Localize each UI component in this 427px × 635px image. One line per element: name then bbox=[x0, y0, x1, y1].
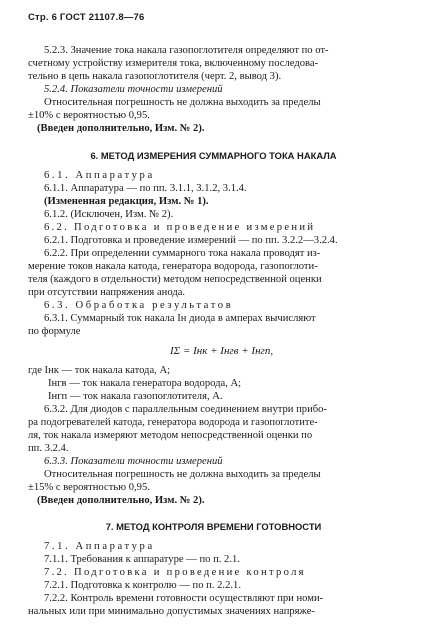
para-6-3-2-line4: пп. 3.2.4. bbox=[28, 443, 69, 454]
amendment-note-1: (Введен дополнительно, Изм. № 2). bbox=[37, 123, 205, 134]
para-7-2-1: 7.2.1. Подготовка к контролю — по п. 2.2.1. bbox=[44, 580, 241, 591]
para-6-1-2: 6.1.2. (Исключен, Изм. № 2). bbox=[44, 209, 174, 220]
para-6-2-2-line1: 6.2.2. При определении суммарного тока накала проводят из- bbox=[44, 248, 321, 259]
para-5-2-4-line2: ±10% с вероятностью 0,95. bbox=[28, 110, 150, 121]
para-6-2-1: 6.2.1. Подготовка и проведение измерений — по пп. 3.2.2—3.2.4. bbox=[44, 235, 338, 246]
para-7-2: 7.2. Подготовка и проведение контроля bbox=[44, 567, 306, 578]
amendment-note-2: (Измененная редакция, Изм. № 1). bbox=[44, 196, 209, 207]
formula-legend-line2: Iнгв — ток накала генератора водорода, А; bbox=[48, 378, 242, 389]
para-6-3-2-line1: 6.3.2. Для диодов с параллельным соединением внутри прибо- bbox=[44, 404, 327, 415]
section-7-heading: 7. МЕТОД КОНТРОЛЯ ВРЕМЕНИ ГОТОВНОСТИ bbox=[105, 521, 322, 532]
para-5-2-4-title: 5.2.4. Показатели точности измерений bbox=[44, 84, 223, 95]
para-6-1-1: 6.1.1. Аппаратура — по пп. 3.1.1, 3.1.2, 3.1.4. bbox=[44, 183, 247, 194]
para-6-3-3-line2: ±15% с вероятностью 0,95. bbox=[28, 482, 150, 493]
para-5-2-4-line1: Относительная погрешность не должна выходить за пределы bbox=[44, 97, 321, 108]
amendment-note-3: (Введен дополнительно, Изм. № 2). bbox=[37, 495, 205, 506]
para-6-2-2-line4: при отсутствии напряжения анода. bbox=[28, 287, 186, 298]
page-header: Стр. 6 ГОСТ 21107.8—76 bbox=[28, 12, 145, 23]
para-6-3: 6.3. Обработка результатов bbox=[44, 300, 234, 311]
para-5-2-3-line2: счетному устройству измерителя тока, включенному последова- bbox=[28, 58, 319, 69]
para-6-3-2-line3: ля, ток накала измеряют методом непосредственной оценки по bbox=[28, 430, 313, 441]
para-6-3-3-line1: Относительная погрешность не должна выходить за пределы bbox=[44, 469, 321, 480]
para-5-2-3-line1: 5.2.3. Значение тока накала газопоглотителя определяют по от- bbox=[44, 45, 329, 56]
para-7-1: 7.1. Аппаратура bbox=[44, 541, 155, 552]
para-5-2-3-line3: тельно в цепь накала газопоглотителя (черт. 2, вывод 3). bbox=[28, 71, 282, 82]
section-6-heading: 6. МЕТОД ИЗМЕРЕНИЯ СУММАРНОГО ТОКА НАКАЛА bbox=[90, 150, 337, 161]
formula-legend-line1: где Iнк — ток накала катода, А; bbox=[28, 365, 171, 376]
para-7-1-1: 7.1.1. Требования к аппаратуре — по п. 2.1. bbox=[44, 554, 240, 565]
para-6-3-1-line1: 6.3.1. Суммарный ток накала Iн диода в амперах вычисляют bbox=[44, 313, 316, 324]
formula-legend-line3: Iнгп — ток накала газопоглотителя, А. bbox=[48, 391, 223, 402]
para-7-2-2-line1: 7.2.2. Контроль времени готовности осуществляют при номи- bbox=[44, 593, 324, 604]
para-6-3-1-line2: по формуле bbox=[28, 326, 81, 337]
sum-current-formula: IΣ = Iнк + Iнгв + Iнгп, bbox=[170, 345, 274, 357]
para-6-2-2-line3: теля (каждого в отдельности) методом непосредственной оценки bbox=[28, 274, 322, 285]
para-6-3-2-line2: ра подогревателей катода, генератора водорода и газопоглотите- bbox=[28, 417, 318, 428]
para-7-2-2-line2: нальных или при минимально допустимых значениях напряже- bbox=[28, 606, 315, 617]
para-6-3-3-title: 6.3.3. Показатели точности измерений bbox=[44, 456, 223, 467]
para-6-1: 6.1. Аппаратура bbox=[44, 170, 155, 181]
para-6-2-2-line2: мерение токов накала катода, генератора водорода, газопоглоти- bbox=[28, 261, 318, 272]
para-6-2: 6.2. Подготовка и проведение измерений bbox=[44, 222, 316, 233]
